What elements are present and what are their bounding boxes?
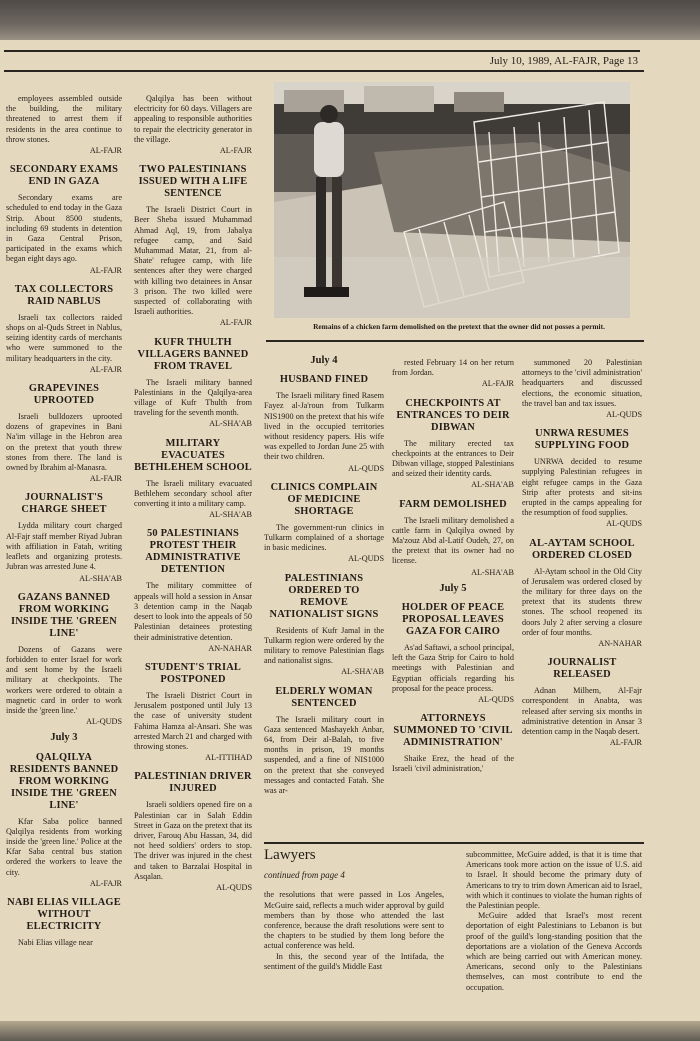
source-credit: AL-ITTIHAD: [205, 753, 252, 763]
lawyers-paragraph-4: McGuire added that Israel's most recent deportation of eight Palestinians to Lebanon is but proof of the guild's long-standing position that the deportations are a violation of the Geneva Accords which are being carried out with American money. Americans, second only to the Palestinians themselves, can most contribute to end the occupation.: [466, 911, 642, 992]
headline: ELDERLY WOMAN SENTENCED: [275, 685, 373, 709]
lawyers-article-left: [264, 847, 444, 972]
source-credit: AL-QUDS: [606, 519, 642, 529]
headline: 50 PALESTINIANS PROTEST THEIR ADMINISTRATIVE DETENTION: [145, 528, 241, 576]
photo-caption: Remains of a chicken farm demolished on the pretext that the owner did not posses a permit.: [313, 322, 605, 331]
lawyers-paragraph-2: In this, the second year of the Intifada, the sentiment of the guild's Middle East: [264, 951, 444, 971]
article-body: The government-run clinics in Tulkarm complained of a shortage in basic medicines.: [264, 522, 384, 553]
date-heading: July 5: [439, 582, 467, 594]
article-body: Shaike Erez, the head of the Israeli 'civil administration,': [392, 754, 514, 774]
headline: TWO PALESTINIANS ISSUED WITH A LIFE SENTENCE: [138, 164, 248, 200]
article-body: The Israeli military banned Palestinians in the Qalqilya-area village of Kufr Thulth from traveling for the seventh month.: [134, 377, 252, 418]
date-heading: July 4: [310, 355, 338, 366]
headline: QALQILYA RESIDENTS BANNED FROM WORKING INSIDE THE 'GREEN LINE': [9, 751, 119, 811]
article-body: Israeli soldiers opened fire on a Palestinian car in Salah Eddin Street in Gaza on the pretext that its driver, Farouq Abu Hassan, 34, did not heed soldiers' orders to stop. The driver was injured in the chest and taken to Barzalai Hospital in Asqalan.: [134, 800, 252, 881]
article-body: Kfar Saba police banned Qalqilya residents from working inside the 'green line.' Police at the Kfar Saba central bus station ordered the workers to leave the city.: [6, 816, 122, 877]
source-credit: AL-FAJR: [89, 474, 122, 484]
headline: JOURNALIST RELEASED: [547, 657, 617, 681]
headline: CHECKPOINTS AT ENTRANCES TO DEIR DIBWAN: [396, 397, 510, 433]
headline: CLINICS COMPLAIN OF MEDICINE SHORTAGE: [270, 481, 378, 517]
article-body: Residents of Kufr Jamal in the Tulkarm region were ordered by the military to remove Palestinian flags and nationalist signs.: [264, 625, 384, 666]
article-body: summoned 20 Palestinian attorneys to the 'civil administration' headquarters and discussed elections, the economic situation, the travel ban and tax issues.: [522, 358, 642, 408]
article-body: The Israeli military demolished a cattle farm in Qalqilya owned by Ma'zouz Abd al-Latif Oudeh, 27, on the pretext that its owner had no license.: [392, 515, 514, 566]
lawyers-paragraph-1: the resolutions that were passed in Los Angeles, McGuire said, reflects a much wider approval by guild members than by those who attended the last conference, because the draft resolutions were sent to the chapters to be studied by them long before the actual conference was held.: [264, 890, 444, 951]
article-body: Secondary exams are scheduled to end today in the Gaza Strip. About 8500 students, including 69 students in detention in Gaza Central Prison, participated in the exams which began eight days ago.: [6, 193, 122, 264]
lawyers-title: Lawyers: [264, 847, 316, 863]
article-body: The Israeli military fined Rasem Fayez al-Ja'roun from Tulkarm NIS1900 on the pretext that his wife lived in the occupied territories without residency papers. His wife was expelled to Jordan June 25 with their two children.: [264, 391, 384, 462]
source-credit: AL-FAJR: [219, 318, 252, 328]
source-credit: AL-SHA'AB: [471, 480, 514, 490]
article-body: Nabi Elias village near: [18, 937, 93, 947]
source-credit: AL-QUDS: [216, 882, 252, 892]
source-credit: AL-FAJR: [609, 738, 642, 748]
article-body: The Israeli District Court in Jerusalem postponed until July 13 the case of university student Fahima Hamza al-Ansari. She was arrested March 21 and charged with throwing stones.: [134, 690, 252, 751]
headline: JOURNALIST'S CHARGE SHEET: [21, 492, 107, 516]
source-credit: AL-FAJR: [89, 878, 122, 888]
source-credit: AL-QUDS: [348, 554, 384, 564]
headline: KUFR THULTH VILLAGERS BANNED FROM TRAVEL: [137, 336, 249, 372]
article-body: Lydda military court charged Al-Fajr staff member Riyad Jubran with affiliation in Fatah, writing leaflets and organizing protests. Jubran was arrested June 4.: [6, 521, 122, 572]
headline: TAX COLLECTORS RAID NABLUS: [14, 283, 114, 307]
column-1: [6, 94, 122, 948]
source-credit: AL-FAJR: [89, 146, 122, 156]
source-credit: AL-SHA'AB: [341, 667, 384, 677]
headline: AL-AYTAM SCHOOL ORDERED CLOSED: [529, 537, 635, 561]
article-body: Israeli bulldozers uprooted dozens of grapevines in Bani Na'im village in the Hebron area on the pretext that youth threw stones from there. The land is owned by Ibrahim al-Manasra.: [6, 412, 122, 473]
source-credit: AL-FAJR: [219, 146, 252, 156]
source-credit: AL-FAJR: [481, 379, 514, 389]
article-body: The Israeli military court in Gaza sentenced Mashayekh Anbar, 64, from Deir al-Balah, to five months in prison, 19 months suspended, and a fine of NIS1000 on the pretext that she conveyed messages and contacted Fatah. She was ar-: [264, 714, 384, 796]
source-credit: AL-QUDS: [478, 695, 514, 705]
headline: MILITARY EVACUATES BETHLEHEM SCHOOL: [134, 437, 252, 473]
headline: UNRWA RESUMES SUPPLYING FOOD: [534, 428, 630, 452]
column-2: [134, 94, 252, 893]
source-credit: AN-NAHAR: [598, 639, 642, 649]
headline: SECONDARY EXAMS END IN GAZA: [9, 164, 119, 188]
headline: PALESTINIANS ORDERED TO REMOVE NATIONALIST SIGNS: [269, 572, 379, 620]
source-credit: AN-NAHAR: [208, 643, 252, 653]
source-credit: AL-QUDS: [348, 463, 384, 473]
headline: PALESTINIAN DRIVER INJURED: [134, 771, 252, 795]
article-body: Adnan Milhem, Al-Fajr correspondent in Anabta, was released after serving six months in administrative detention in Ansar 3 detention camp in the Naqab desert.: [522, 686, 642, 737]
source-credit: AL-SHA'AB: [209, 510, 252, 520]
source-credit: AL-SHA'AB: [209, 419, 252, 429]
lawyers-paragraph-3: subcommittee, McGuire added, is that it is time that Americans took more action on the issue of U.S. aid to Israel. It should become the primary duty of Americans to try to trim down American aid to Israel, with which it continues to violate the human rights of the Palestinian people.: [466, 850, 642, 911]
source-credit: AL-SHA'AB: [79, 573, 122, 583]
headline: HOLDER OF PEACE PROPOSAL LEAVES GAZA FOR CAIRO: [401, 602, 505, 638]
article-body: The military committee of appeals will hold a session in Ansar 3 detention camp in the Naqab desert to look into the appeals of 50 Palestinian detainees protesting their administrative detention.: [134, 581, 252, 642]
article-body: As'ad Saftawi, a school principal, left the Gaza Strip for Cairo to hold meetings with Palestinian and Egyptian officials regarding his proposal for the peace process.: [392, 643, 514, 693]
date-heading: July 3: [50, 732, 78, 744]
headline: ATTORNEYS SUMMONED TO 'CIVIL ADMINISTRATION': [393, 713, 513, 749]
scan-bottom-edge: [0, 1021, 700, 1041]
headline: NABI ELIAS VILLAGE WITHOUT ELECTRICITY: [7, 896, 121, 932]
headline: HUSBAND FINED: [279, 374, 369, 386]
source-credit: AL-FAJR: [89, 265, 122, 275]
headline: STUDENT'S TRIAL POSTPONED: [144, 661, 242, 685]
article-body: Dozens of Gazans were forbidden to enter Israel for work and sent home by the Israeli military at checkpoints. The workers were ordered to obtain a magnetic card in order to work inside the 'green line.': [6, 644, 122, 715]
source-credit: AL-FAJR: [89, 364, 122, 374]
column-5: [522, 358, 642, 748]
article-body: Qalqilya has been without electricity for 60 days. Villagers are appealing to responsible authorities to repair the electricity generator in the village.: [134, 94, 252, 144]
source-credit: AL-QUDS: [86, 717, 122, 727]
lawyers-top-rule: [264, 842, 644, 844]
column-4: [392, 358, 514, 775]
source-credit: AL-SHA'AB: [471, 567, 514, 577]
article-body: The Israeli military evacuated Bethlehem secondary school after converting it into a military camp.: [134, 478, 252, 509]
headline: GAZANS BANNED FROM WORKING INSIDE THE 'GREEN LINE': [11, 591, 117, 639]
column-3: [264, 350, 384, 796]
article-body: Al-Aytam school in the Old City of Jerusalem was ordered closed by the military for three days on the pretext that its students threw stones. The school reopened its doors July 2 after serving a closure order of four months.: [522, 566, 642, 637]
article-body: Israeli tax collectors raided shops on al-Quds Street in Nablus, seizing identity cards of merchants who were summoned to the military headquarters in the city.: [6, 312, 122, 363]
header-rule-bottom: [4, 70, 644, 72]
page-header: July 10, 1989, AL-FAJR, Page 13: [489, 55, 638, 67]
source-credit: AL-QUDS: [606, 410, 642, 420]
article-body: employees assembled outside the building, the military threatened to arrest them if residents in the area continue to throw stones.: [6, 94, 122, 144]
header-rule-top: [4, 50, 640, 52]
news-photo: [274, 82, 630, 318]
chicken-farm-photo: [274, 82, 630, 318]
headline: FARM DEMOLISHED: [399, 498, 507, 510]
headline: GRAPEVINES UPROOTED: [28, 383, 100, 407]
article-body: The Israeli District Court in Beer Sheba issued Muhammad Ahmad Aql, 19, from Jabalya refugee camp, and Said Muhammad Matar, 21, from al-Shate' refugee camp, with life sentences after they were charged with killing two detainees in Ansar 3 prison. The two killed were suspected of collaborating with Israeli authorities.: [134, 205, 252, 317]
article-body: The military erected tax checkpoints at the entrances to Deir Dibwan village, stopped Palestinians and seized their identity cards.: [392, 438, 514, 479]
article-body: rested February 14 on her return from Jordan.: [392, 358, 514, 378]
lawyers-article-right: [466, 850, 642, 993]
scan-top-edge: [0, 0, 700, 40]
caption-rule: [266, 340, 644, 342]
continued-note: continued from page 4: [264, 870, 345, 881]
article-body: UNRWA decided to resume supplying Palestinian refugees in eight refugee camps in the Gaza Strip after protests and sit-ins erupted in the camps appealing for the resumption of food supplies.: [522, 457, 642, 518]
